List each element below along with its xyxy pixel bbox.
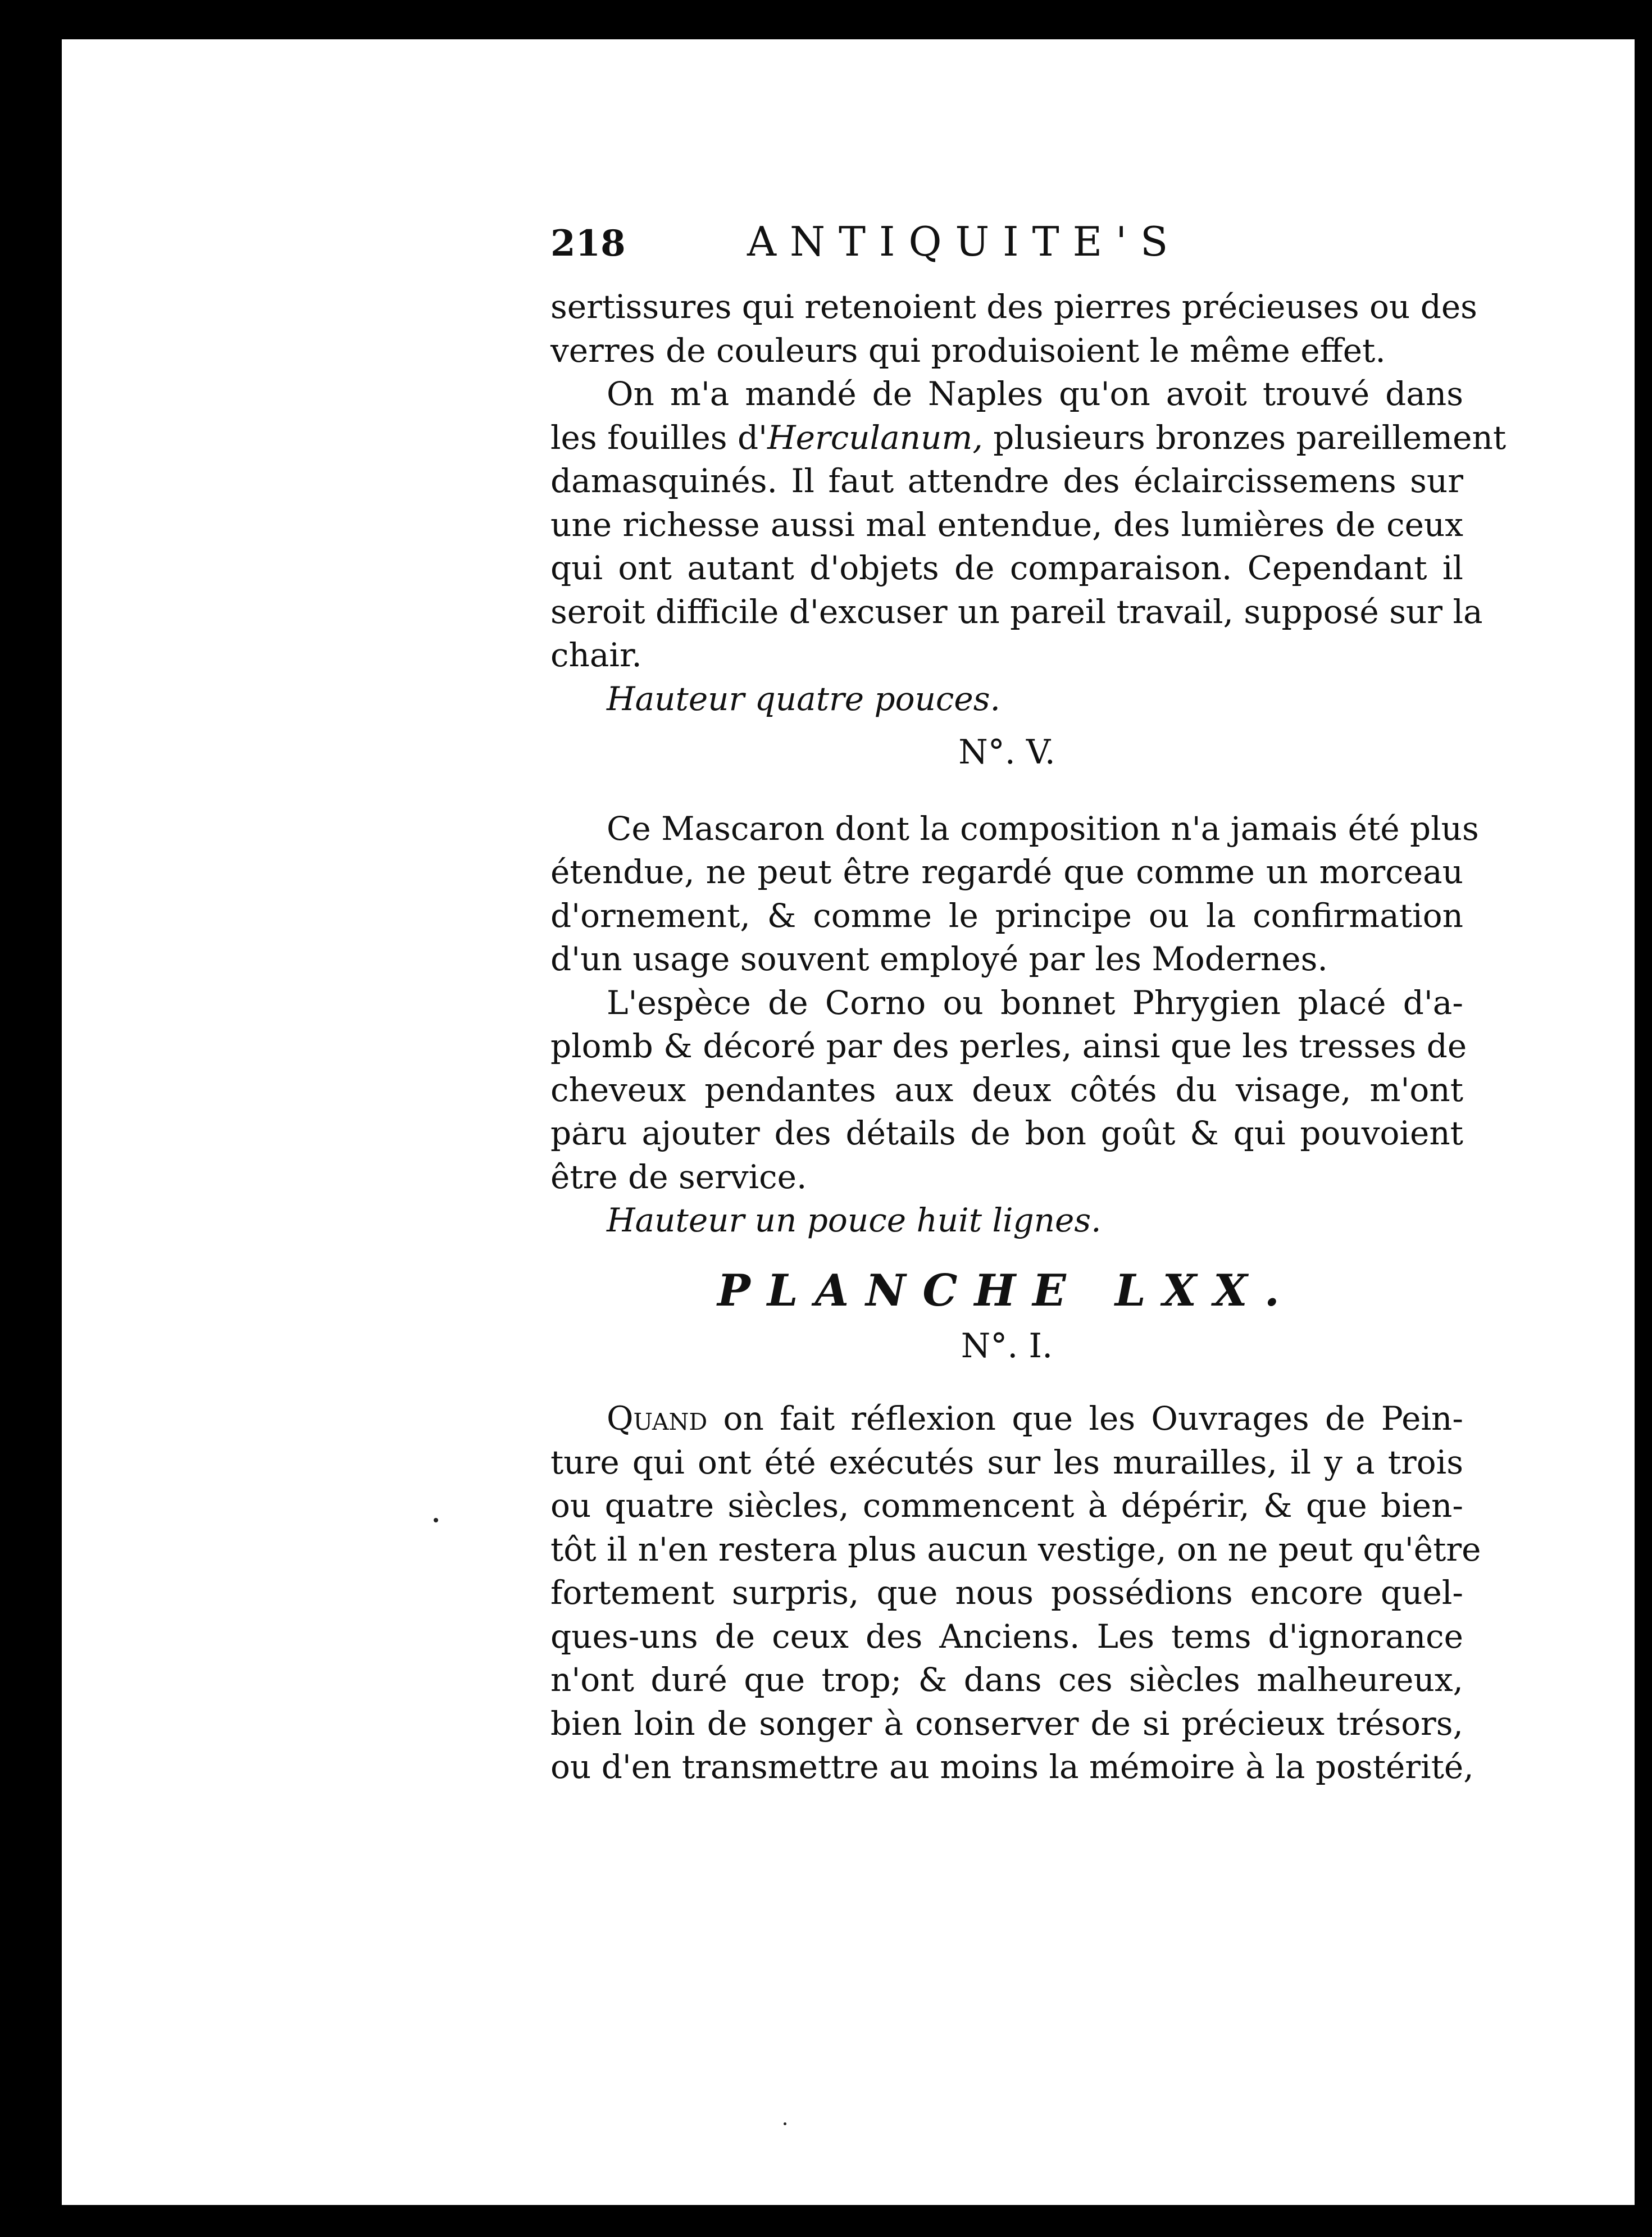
text-line: sertissures qui retenoient des pierres précieuses ou des [550, 288, 1477, 326]
herculanum-italic: Herculanum, [767, 418, 983, 457]
first-word-small-caps: Quand [607, 1399, 708, 1438]
text-line: paru ajouter des détails de bon goût & qui pouvoient [550, 1114, 1463, 1152]
paragraph-naples [550, 372, 1507, 678]
text-segment: on fait réflexion que les Ouvrages de Pein- [707, 1399, 1463, 1438]
ink-speck [784, 2122, 786, 2125]
section-heading-no-v: N°. V. [958, 733, 1055, 772]
text-line: étendue, ne peut être regardé que comme un morceau [550, 853, 1463, 891]
text-line: Ce Mascaron dont la composition n'a jamais été plus [607, 809, 1479, 848]
height-note: Hauteur quatre pouces. [607, 679, 1000, 718]
text-line: verres de couleurs qui produisoient le même effet. [550, 331, 1386, 370]
text-line: ture qui ont été exécutés sur les murailles, il y a trois [550, 1443, 1463, 1481]
text-line: n'ont duré que trop; & dans ces siècles malheureux, [550, 1661, 1463, 1699]
text-segment: plusieurs bronzes pareillement [982, 418, 1507, 457]
text-block [550, 218, 1507, 1789]
page-number: 218 [550, 222, 626, 265]
running-title: ANTIQUITE'S [747, 218, 1182, 265]
ink-speck [434, 1518, 438, 1522]
paragraph-quand [550, 1397, 1481, 1789]
text-line: qui ont autant d'objets de comparaison. Cependant il [550, 549, 1463, 587]
text-segment: les fouilles d' [550, 418, 768, 457]
text-line: ou d'en transmettre au moins la mémoire à la postérité, [550, 1748, 1474, 1786]
text-line: d'un usage souvent employé par les Modernes. [550, 940, 1328, 978]
text-line: ou quatre siècles, commencent à dépérir, & que bien- [550, 1486, 1463, 1525]
text-line: On m'a mandé de Naples qu'on avoit trouvé dans [607, 375, 1463, 413]
text-line: une richesse aussi mal entendue, des lumières de ceux [550, 505, 1463, 544]
text-line: damasquinés. Il faut attendre des éclaircissemens sur [550, 462, 1463, 500]
paragraph-continued [550, 285, 1477, 372]
text-line: chair. [550, 636, 642, 674]
running-head [550, 218, 1463, 285]
text-line: plomb & décoré par des perles, ainsi que les tresses de [550, 1027, 1467, 1065]
text-line: être de service. [550, 1157, 807, 1196]
paragraph-mascaron [550, 807, 1479, 981]
paragraph-corno [550, 981, 1467, 1199]
height-note: Hauteur un pouce huit lignes. [607, 1201, 1102, 1239]
text-line [550, 1397, 1463, 1441]
text-line: L'espèce de Corno ou bonnet Phrygien placé d'a- [607, 983, 1463, 1022]
text-line [550, 416, 1507, 460]
book-page [62, 39, 1635, 2205]
text-line: ques-uns de ceux des Anciens. Les tems d'ignorance [550, 1617, 1463, 1656]
text-line: seroit difficile d'excuser un pareil travail, supposé sur la [550, 592, 1483, 631]
text-line: d'ornement, & comme le principe ou la confirmation [550, 896, 1463, 935]
plate-heading: PLANCHE LXX. [717, 1265, 1296, 1316]
text-line: cheveux pendantes aux deux côtés du visage, m'ont [550, 1070, 1463, 1109]
text-line: tôt il n'en restera plus aucun vestige, on ne peut qu'être [550, 1530, 1481, 1568]
text-line: fortement surpris, que nous possédions encore quel- [550, 1574, 1463, 1612]
section-heading-no-i: N°. I. [961, 1326, 1053, 1366]
text-line: bien loin de songer à conserver de si précieux trésors, [550, 1704, 1463, 1743]
